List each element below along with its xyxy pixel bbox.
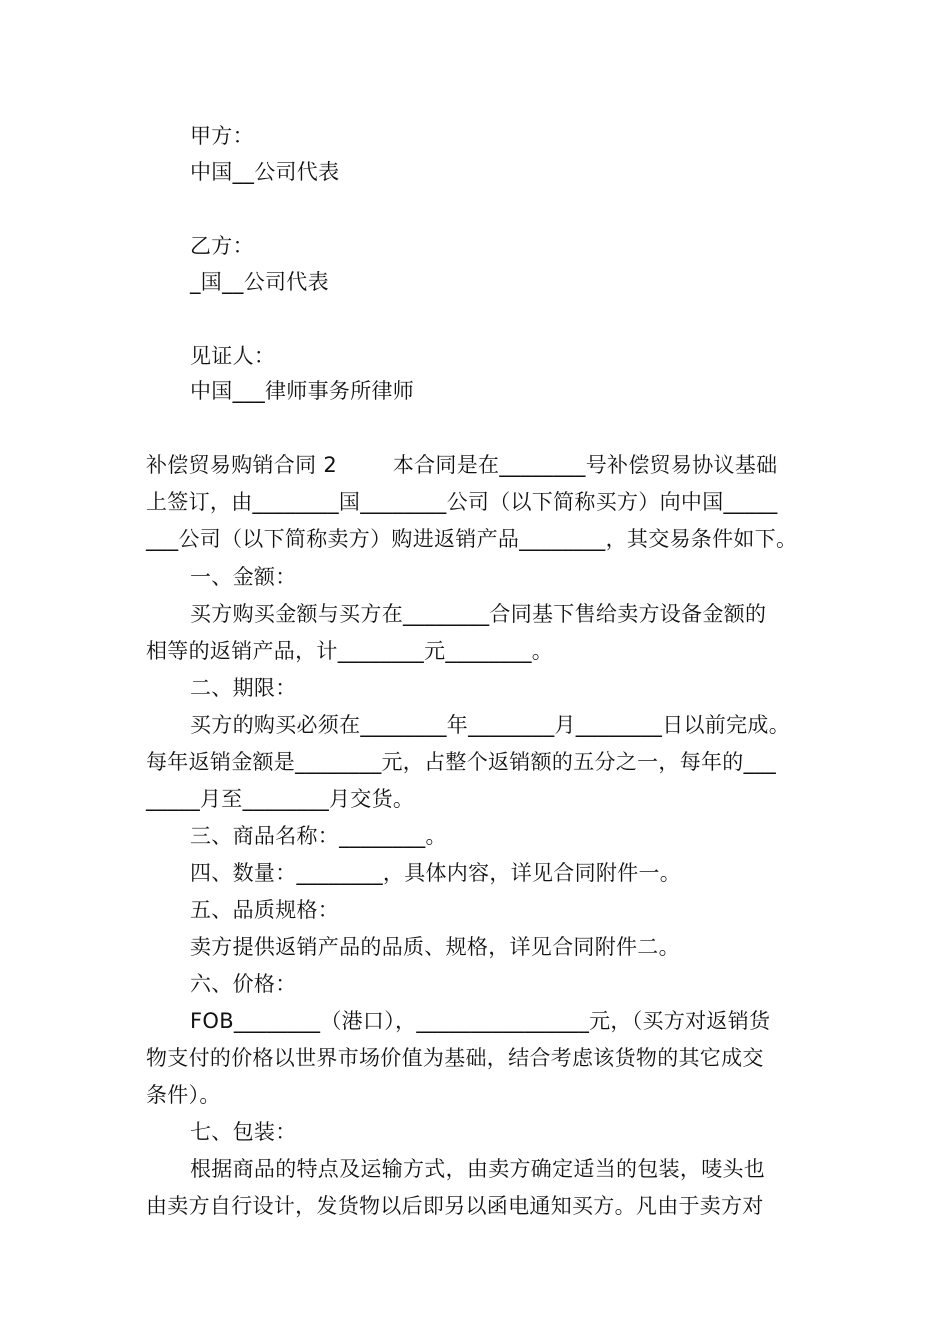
- party-a-label: 甲方：: [190, 124, 254, 148]
- section-term-body: 买方的购买必须在________年________月________日以前完成。: [190, 713, 790, 737]
- section-heading-product-name: 三、商品名称：________。: [190, 824, 447, 848]
- contract-intro-line: 补偿贸易购销合同 2 本合同是在________号补偿贸易协议基础: [146, 453, 778, 477]
- section-term-body: _____月至________月交货。: [146, 787, 415, 811]
- party-a-representative: 中国__公司代表: [190, 160, 340, 184]
- section-heading-amount: 一、金额：: [190, 565, 297, 589]
- section-price-body: 物支付的价格以世界市场价值为基础，结合考虑该货物的其它成交: [146, 1046, 764, 1070]
- section-amount-body: 买方购买金额与买方在________合同基下售给卖方设备金额的: [190, 602, 767, 626]
- section-packing-body: 根据商品的特点及运输方式，由卖方确定适当的包装，唛头也: [190, 1157, 766, 1181]
- witness-representative: 中国___律师事务所律师: [190, 379, 415, 403]
- party-b-label: 乙方：: [190, 234, 254, 258]
- witness-label: 见证人：: [190, 344, 276, 368]
- contract-intro-line: 上签订，由________国________公司（以下简称买方）向中国_____: [146, 490, 778, 514]
- section-heading-quantity: 四、数量：________，具体内容，详见合同附件一。: [190, 861, 682, 885]
- contract-intro-line: ___公司（以下简称卖方）购进返销产品________，其交易条件如下。: [146, 527, 798, 551]
- section-heading-packing: 七、包装：: [190, 1120, 297, 1144]
- section-heading-quality: 五、品质规格：: [190, 898, 340, 922]
- section-heading-term: 二、期限：: [190, 676, 297, 700]
- party-b-representative: _国__公司代表: [190, 270, 329, 294]
- section-term-body: 每年返销金额是________元，占整个返销额的五分之一，每年的___: [146, 750, 776, 774]
- section-price-body: 条件）。: [146, 1083, 221, 1107]
- section-quality-body: 卖方提供返销产品的品质、规格，详见合同附件二。: [190, 935, 680, 959]
- section-heading-price: 六、价格：: [190, 972, 297, 996]
- section-price-body: FOB________（港口），________________元，（买方对返销货: [190, 1009, 771, 1033]
- section-amount-body: 相等的返销产品，计________元________。: [146, 639, 554, 663]
- section-packing-body: 由卖方自行设计，发货物以后即另以函电通知买方。凡由于卖方对: [146, 1194, 764, 1218]
